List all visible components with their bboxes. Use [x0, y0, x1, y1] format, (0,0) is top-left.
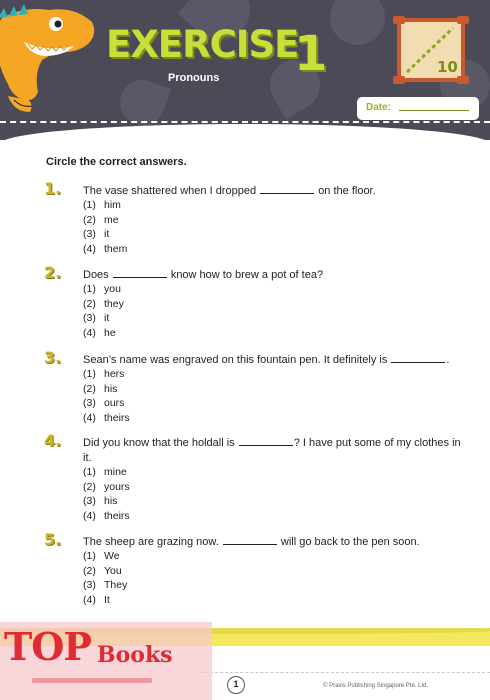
- answer-option[interactable]: (3) They: [83, 579, 128, 592]
- instruction: Circle the correct answers.: [46, 156, 187, 168]
- timer-label: 10: [437, 58, 458, 76]
- question-text: The sheep are grazing now. will go back to the pen soon.: [83, 536, 420, 548]
- timer-frame-icon: [393, 14, 469, 86]
- answer-options: [83, 198, 127, 256]
- answer-option[interactable]: (1) We: [83, 550, 120, 562]
- answer-blank[interactable]: [391, 354, 445, 363]
- answer-options: [83, 549, 127, 607]
- answer-option[interactable]: (4) It: [83, 593, 110, 606]
- answer-option[interactable]: (4) he: [83, 326, 116, 339]
- logo-top-text: TOP: [4, 624, 91, 669]
- answer-blank[interactable]: [239, 437, 293, 446]
- answer-options: [83, 367, 130, 425]
- answer-option[interactable]: (1) hers: [83, 368, 125, 380]
- answer-blank[interactable]: [113, 269, 167, 278]
- answer-option[interactable]: (3) his: [83, 495, 118, 508]
- date-write-line: [399, 110, 469, 111]
- answer-option[interactable]: (3) ours: [83, 397, 125, 410]
- answer-blank[interactable]: [260, 185, 314, 194]
- answer-option[interactable]: (4) theirs: [83, 509, 130, 522]
- answer-option[interactable]: (3) it: [83, 228, 110, 241]
- exercise-subtitle: Pronouns: [168, 72, 220, 84]
- topbooks-logo[interactable]: [0, 622, 212, 700]
- answer-option[interactable]: (4) them: [83, 242, 128, 255]
- answer-option[interactable]: (1) him: [83, 199, 121, 211]
- question-number: 3.: [44, 348, 62, 367]
- answer-option[interactable]: (2) his: [83, 382, 118, 395]
- question-text: The vase shattered when I dropped on the floor.: [83, 185, 376, 197]
- page-number: 1: [227, 676, 245, 694]
- copyright: © Praxis Publishing Singapore Pte. Ltd.: [323, 683, 429, 689]
- answer-blank[interactable]: [223, 536, 277, 545]
- answer-option[interactable]: (2) they: [83, 297, 124, 310]
- question-number: 4.: [44, 431, 62, 450]
- answer-options: [83, 282, 124, 340]
- exercise-number: 1: [294, 26, 328, 82]
- answer-option[interactable]: (2) me: [83, 213, 119, 226]
- question-text: Does know how to brew a pot of tea?: [83, 269, 324, 281]
- answer-option[interactable]: (2) yours: [83, 480, 130, 493]
- answer-option[interactable]: (1) mine: [83, 466, 127, 478]
- footer-dashed-line: [200, 672, 490, 673]
- question-number: 5.: [44, 530, 62, 549]
- dinosaur-mascot-icon: [0, 0, 104, 120]
- question-text: Sean’s name was engraved on this fountain pen. It definitely is .: [83, 354, 450, 366]
- question-number: 1.: [44, 179, 62, 198]
- answer-options: [83, 465, 130, 523]
- date-label: Date:: [366, 102, 392, 113]
- logo-books-text: Books: [97, 642, 173, 668]
- answer-option[interactable]: (1) you: [83, 283, 121, 295]
- answer-option[interactable]: (2) You: [83, 564, 122, 577]
- header-dashed-line: [0, 121, 490, 123]
- date-field[interactable]: [357, 97, 479, 120]
- answer-option[interactable]: (3) it: [83, 312, 110, 325]
- answer-option[interactable]: (4) theirs: [83, 411, 130, 424]
- exercise-title: EXERCISE: [106, 23, 299, 66]
- question-text: Did you know that the holdall is ? I have put some of my clothes in it.: [83, 437, 461, 464]
- question-number: 2.: [44, 263, 62, 282]
